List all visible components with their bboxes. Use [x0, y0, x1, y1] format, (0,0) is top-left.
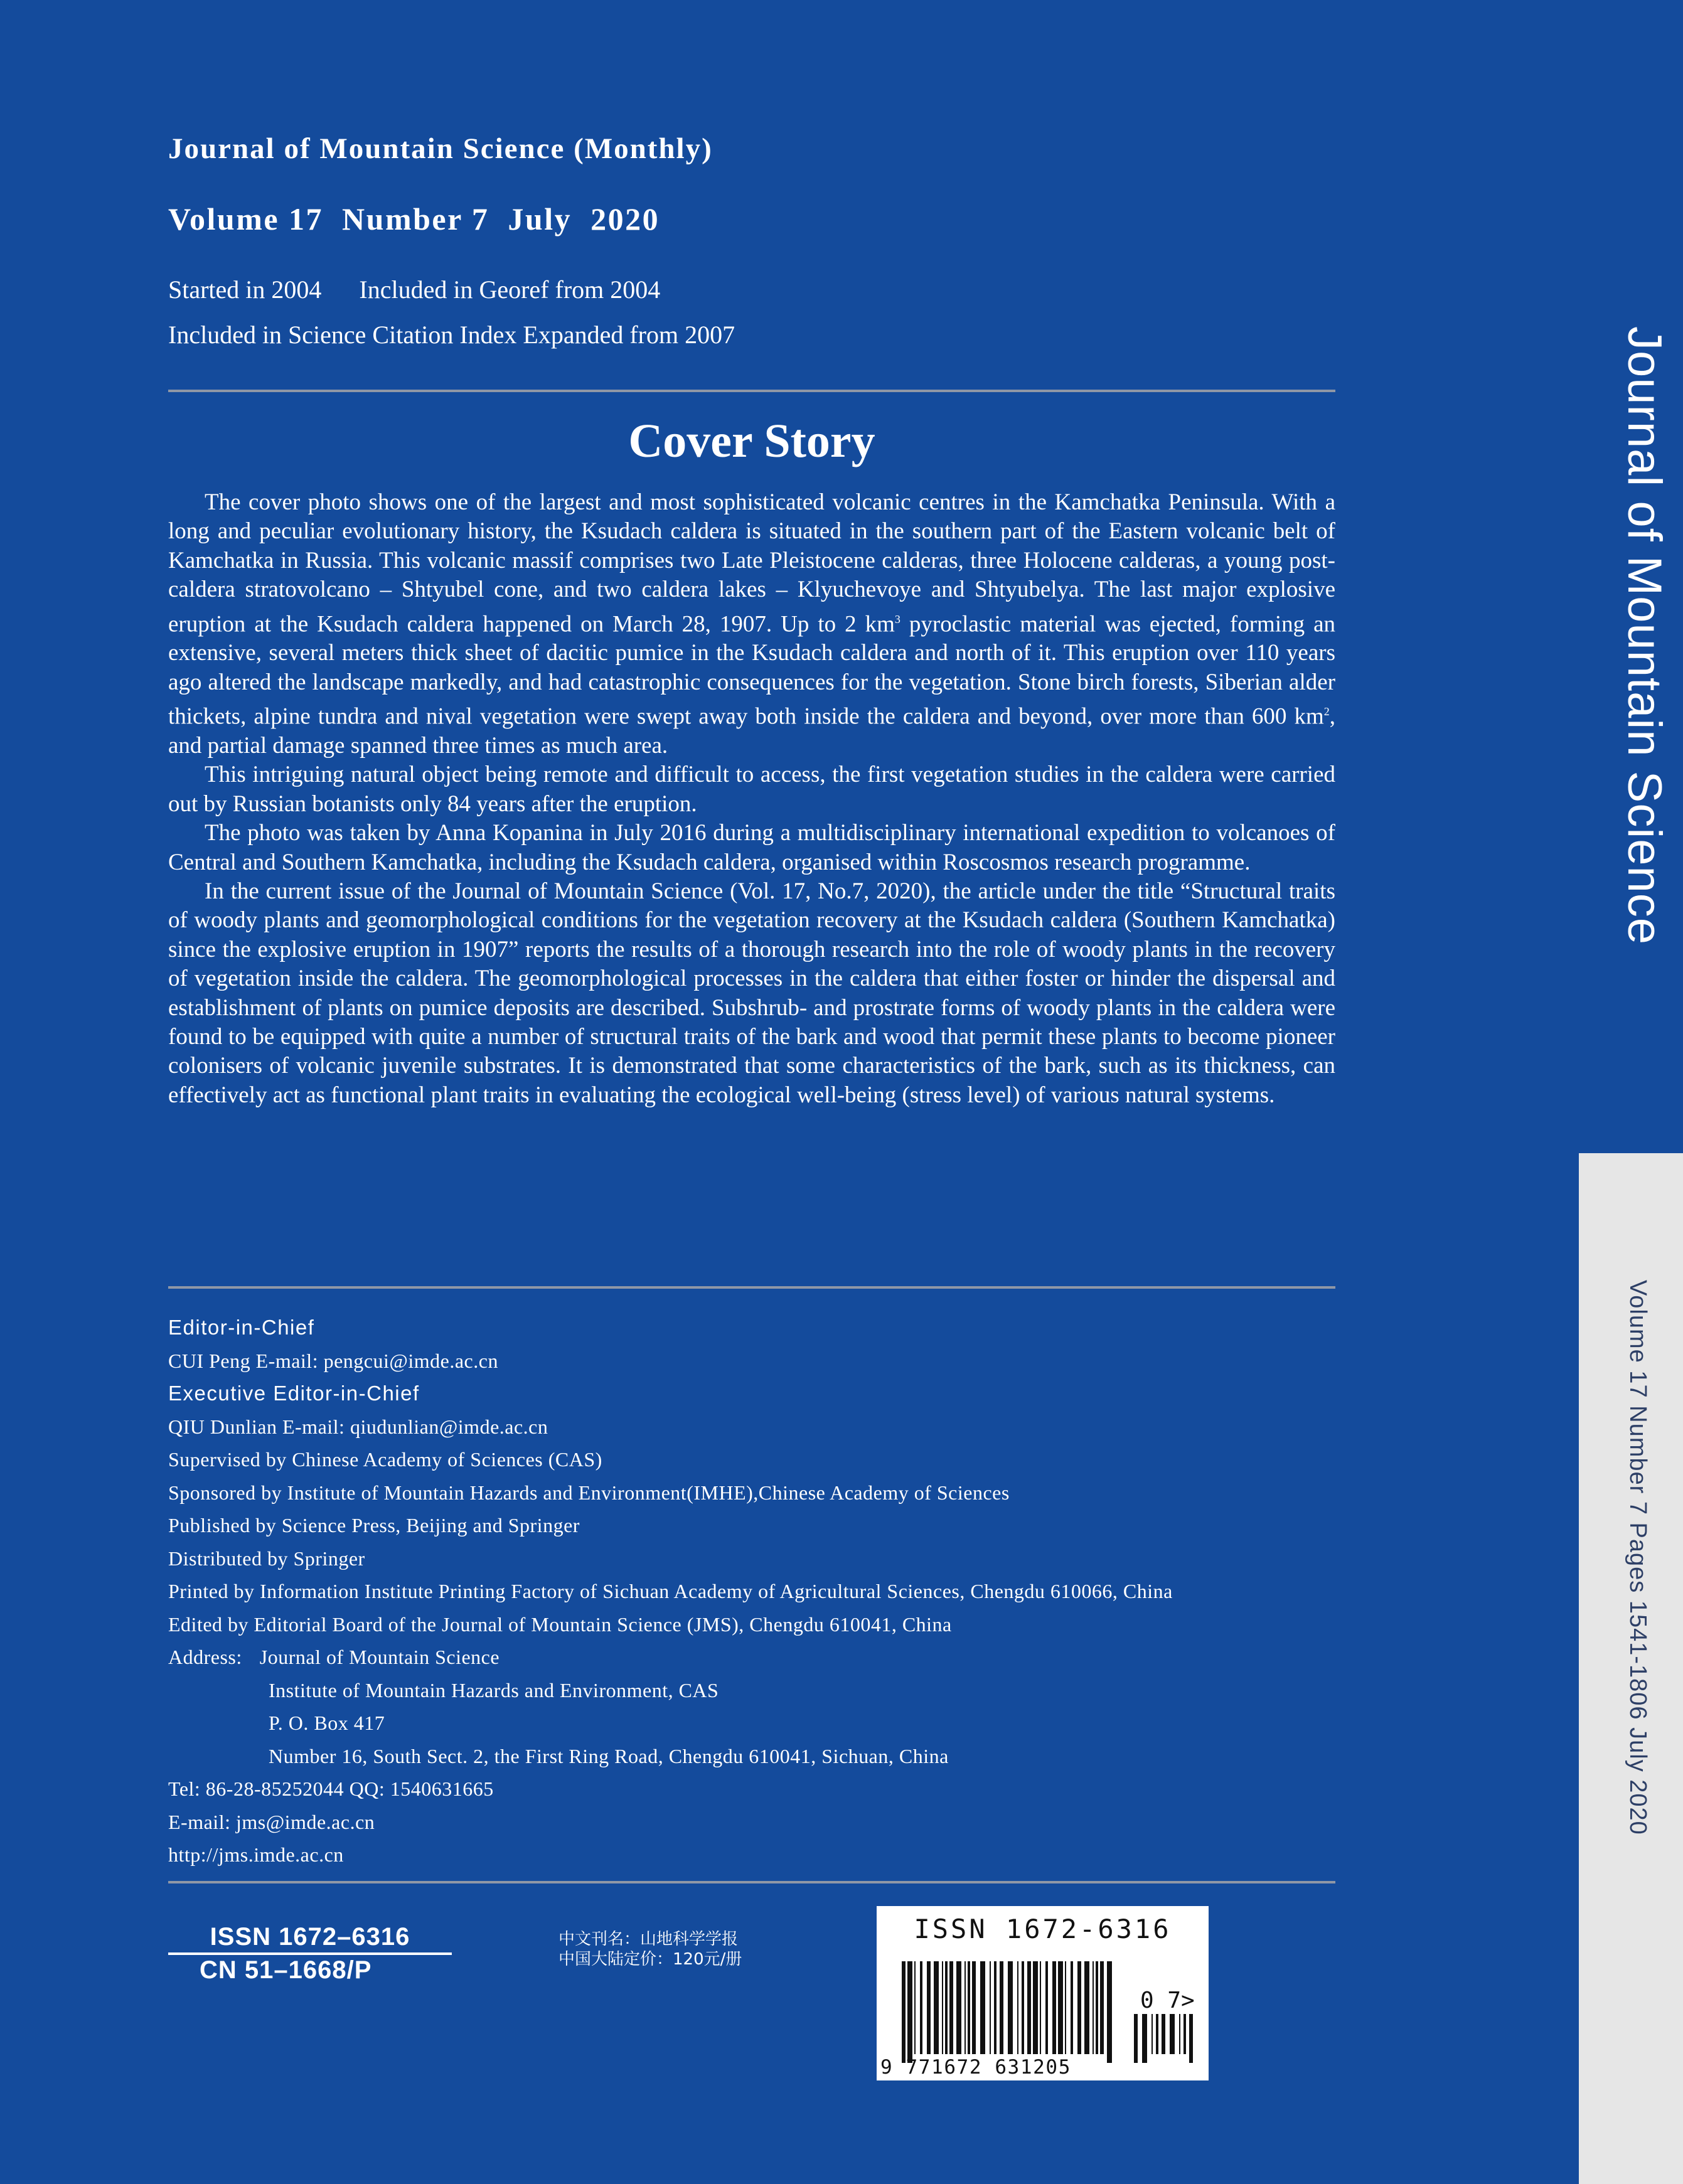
barcode-bar — [1008, 1961, 1013, 2054]
barcode-bar — [1156, 2014, 1158, 2054]
chinese-title: 中文刊名：山地科学学报 — [558, 1930, 739, 1949]
barcode-bar — [1179, 2014, 1180, 2054]
cover-story-body — [168, 488, 1335, 1110]
cover-story-heading: Cover Story — [628, 415, 875, 467]
barcode-bar — [1033, 1961, 1038, 2054]
issn-number: ISSN 1672–6316 — [168, 1923, 452, 1955]
barcode-bar — [956, 1961, 961, 2054]
barcode-panel — [877, 1906, 1209, 2080]
barcode-graphic — [877, 1906, 1209, 2080]
barcode-bar — [949, 1961, 953, 2054]
barcode-bar — [1151, 2014, 1153, 2054]
barcode-bar — [902, 1961, 906, 2063]
address-journal: Journal of Mountain Science — [259, 1646, 500, 1668]
story-paragraph-4: In the current issue of the Journal of Mountain Science (Vol. 17, No.7, 2020), the article under the title “Structural traits of woody plants and geomorphological conditions for the vegetation recovery at the Ksudach caldera (Southern Kamchatka) since the explosive eruption in 1907” reports the results of a thorough research into the role of woody plants in the recovery of vegetation inside the caldera. The geomorphological processes in the caldera that either foster or hinder the dispersal and establishment of plants on pumice deposits are described. Subshrub- and prostrate forms of woody plants in the caldera were found to be equipped with quite a number of structural traits of the bark and wood that permit these plants to become pioneer colonisers of volcanic juvenile substrates. It is demonstrated that some characteristics of the bark, such as its thickness, can effectively act as functional plant traits in evaluating the ecological well-being (stress level) of various natural systems. — [168, 878, 1335, 1108]
spine-journal-title: Journal of Mountain Science — [1618, 326, 1671, 946]
edited-by: Edited by Editorial Board of the Journal of Mountain Science (JMS), Chengdu 610041, China — [168, 1612, 952, 1636]
barcode-bar — [1071, 1961, 1073, 2054]
story-p1-part-a: The cover photo shows one of the largest and most sophisticated volcanic centres in the Kamchatka Peninsula. With a long and peculiar evolutionary history, the Ksudach caldera is situated in the southern part of the Eastern volcanic belt of Kamchatka in Russia. This volcanic massif comprises two Late Pleistocene calderas, three Holocene calderas, a young post-caldera stratovolcano – Shtyubel cone, and two caldera lakes – Klyuchevoye and Shtyubelya. The last major explosive eruption at the Ksudach caldera happened on March 28, 1907. Up to 2 km — [168, 489, 1335, 637]
superscript-2: 2 — [1323, 705, 1330, 718]
chinese-info — [558, 1929, 742, 1969]
barcode-bar — [990, 1961, 991, 2054]
story-paragraph-1 — [168, 488, 1335, 760]
address-line-2: Institute of Mountain Hazards and Environment, CAS — [269, 1678, 719, 1702]
journal-url: http://jms.imde.ac.cn — [168, 1843, 344, 1866]
barcode-bar — [1052, 1961, 1056, 2054]
barcode-bar — [942, 1961, 943, 2054]
sci-index-line: Included in Science Citation Index Expanded from 2007 — [168, 321, 735, 349]
barcode-bar — [994, 1961, 996, 2054]
editor-in-chief-label: Editor-in-Chief — [168, 1316, 315, 1339]
editorial-credits — [168, 1311, 1360, 1872]
barcode-bar — [1027, 1961, 1031, 2054]
barcode-bar — [934, 1961, 939, 2054]
story-p1-part-b: pyroclastic material was ejected, forming an extensive, several meters thick sheet of dacitic pumice in the Ksudach caldera and north of it. This eruption over 110 years ago altered the landscape markedly, and had catastrophic consequences for the vegetation. Stone birch forests, Siberian alder thickets, alpine tundra and nival vegetation were swept away both inside the caldera and beyond, over more than 600 km — [168, 610, 1336, 730]
barcode-bar — [1022, 1961, 1024, 2054]
barcode-bar — [980, 1961, 985, 2054]
spine-volume-pages: Volume 17 Number 7 Pages 1541-1806 July 2020 — [1625, 1280, 1651, 1835]
barcode-bar — [1077, 1961, 1081, 2054]
address-line-1 — [168, 1641, 1360, 1674]
address-line-4: Number 16, South Sect. 2, the First Ring Road, Chengdu 610041, Sichuan, China — [269, 1744, 949, 1767]
barcode-bar — [1134, 2014, 1138, 2063]
barcode-bar — [1107, 1961, 1112, 2063]
barcode-bar — [1100, 1961, 1104, 2054]
journal-title: Journal of Mountain Science (Monthly) — [168, 132, 713, 165]
supervised-by: Supervised by Chinese Academy of Sciences (CAS) — [168, 1448, 602, 1471]
barcode-bar — [964, 1961, 966, 2054]
barcode-bar — [1058, 1961, 1063, 2054]
published-by: Published by Science Press, Beijing and Springer — [168, 1514, 580, 1537]
executive-editor: QIU Dunlian E-mail: qiudunlian@imde.ac.cn — [168, 1415, 548, 1438]
barcode-bar — [972, 1961, 976, 2054]
address-label: Address: — [168, 1646, 242, 1668]
contact-email: E-mail: jms@imde.ac.cn — [168, 1810, 375, 1833]
barcode-bar — [907, 1961, 912, 2063]
started-georef-line: Started in 2004 Included in Georef from 2004 — [168, 275, 661, 304]
chinese-price: 中国大陆定价：120元/册 — [558, 1950, 742, 1969]
barcode-bar — [1040, 1961, 1041, 2054]
barcode-bar — [1000, 1961, 1003, 2054]
story-paragraph-2: This intriguing natural object being remote and difficult to access, the first vegetation studies in the caldera were carried out by Russian botanists only 84 years after the eruption. — [168, 762, 1335, 817]
barcode-bar — [1093, 1961, 1094, 2054]
cn-number: CN 51–1668/P — [200, 1956, 372, 1984]
barcode-bar — [945, 1961, 948, 2054]
barcode-bar — [920, 1961, 922, 2054]
barcode-bar — [1017, 1961, 1018, 2054]
barcode-bar — [1170, 2014, 1175, 2054]
divider-top — [168, 390, 1335, 392]
barcode-bar — [927, 1961, 931, 2054]
barcode-bar — [914, 1961, 916, 2054]
distributed-by: Distributed by Springer — [168, 1547, 365, 1570]
divider-middle — [168, 1286, 1335, 1289]
barcode-bar — [1045, 1961, 1048, 2054]
barcode-bar — [1189, 2014, 1193, 2063]
barcode-bar — [1065, 1961, 1066, 2054]
editor-in-chief: CUI Peng E-mail: pengcui@imde.ac.cn — [168, 1349, 498, 1372]
volume-issue-line: Volume 17 Number 7 July 2020 — [168, 201, 660, 237]
sponsored-by: Sponsored by Institute of Mountain Hazards and Environment(IMHE),Chinese Academy of Sciences — [168, 1481, 1010, 1504]
superscript-3: 3 — [894, 612, 900, 626]
divider-bottom — [168, 1881, 1335, 1883]
barcode-bar — [1084, 1961, 1089, 2054]
story-paragraph-3: The photo was taken by Anna Kopanina in July 2016 during a multidisciplinary international expedition to volcanoes of Central and Southern Kamchatka, including the Ksudach caldera, organised within Roscosmos research programme. — [168, 820, 1335, 875]
barcode-bars — [902, 1961, 1112, 2063]
executive-editor-label: Executive Editor-in-Chief — [168, 1382, 420, 1405]
address-line-3: P. O. Box 417 — [269, 1712, 385, 1734]
barcode-issn-text: ISSN 1672-6316 — [914, 1914, 1172, 1944]
barcode-bar — [968, 1961, 970, 2054]
issn-cn-block — [168, 1923, 452, 1984]
telephone-qq: Tel: 86-28-85252044 QQ: 1540631665 — [168, 1777, 494, 1800]
barcode-bar — [1183, 2014, 1186, 2054]
barcode-bar — [1162, 2014, 1165, 2054]
barcode-digits: 9 771672 631205 — [880, 2056, 1071, 2079]
barcode-addon-text: 0 7> — [1140, 1988, 1195, 2013]
barcode-addon-bars — [1134, 2014, 1193, 2063]
printed-by: Printed by Information Institute Printing Factory of Sichuan Academy of Agricultural Sciences, Chengdu 610066, China — [168, 1580, 1173, 1602]
barcode-bar — [1096, 1961, 1098, 2054]
barcode-bar — [1142, 2014, 1147, 2063]
story-p1-part-c: , and partial damage spanned three times as much area. — [168, 703, 1335, 759]
